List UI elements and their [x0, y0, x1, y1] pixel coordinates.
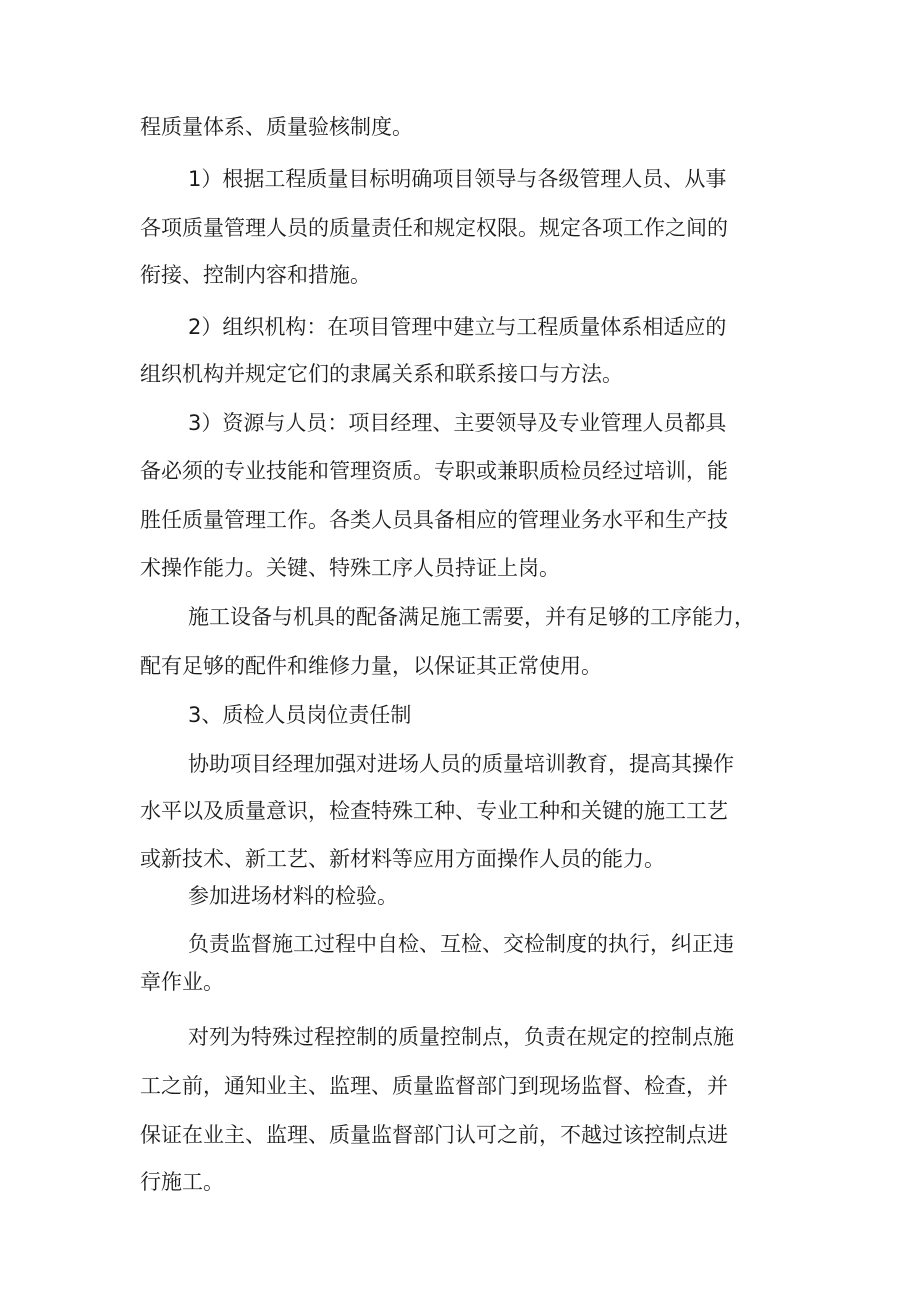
- text-line: 3）资源与人员：项目经理、主要领导及专业管理人员都具: [188, 411, 727, 435]
- text-line: 衔接、控制内容和措施。: [140, 263, 371, 287]
- text-line: 各项质量管理人员的质量责任和规定权限。规定各项工作之间的: [140, 216, 728, 240]
- text-line: 负责监督施工过程中自检、互检、交检制度的执行，纠正违: [188, 932, 734, 956]
- text-line: 2）组织机构：在项目管理中建立与工程质量体系相适应的: [188, 315, 727, 339]
- text-line: 水平以及质量意识，检查特殊工种、专业工种和关键的施工工艺: [140, 799, 728, 823]
- text-line: 胜任质量管理工作。各类人员具备相应的管理业务水平和生产技: [140, 508, 728, 532]
- text-line: 施工设备与机具的配备满足施工需要，并有足够的工序能力，: [188, 605, 755, 629]
- text-line: 程质量体系、质量验核制度。: [140, 115, 413, 139]
- text-line: 术操作能力。关键、特殊工序人员持证上岗。: [140, 556, 560, 580]
- text-line: 或新技术、新工艺、新材料等应用方面操作人员的能力。: [140, 847, 665, 871]
- text-line: 保证在业主、监理、质量监督部门认可之前，不越过该控制点进: [140, 1123, 728, 1147]
- section-heading: 3、质检人员岗位责任制: [188, 703, 412, 727]
- text-line: 对列为特殊过程控制的质量控制点，负责在规定的控制点施: [188, 1025, 734, 1049]
- text-line: 章作业。: [140, 970, 224, 994]
- text-line: 参加进场材料的检验。: [188, 884, 398, 908]
- text-line: 1）根据工程质量目标明确项目领导与各级管理人员、从事: [188, 167, 727, 191]
- text-line: 备必须的专业技能和管理资质。专职或兼职质检员经过培训，能: [140, 459, 728, 483]
- text-line: 协助项目经理加强对进场人员的质量培训教育，提高其操作: [188, 752, 734, 776]
- text-line: 行施工。: [140, 1170, 224, 1194]
- text-line: 配有足够的配件和维修力量，以保证其正常使用。: [140, 654, 602, 678]
- text-line: 工之前，通知业主、监理、质量监督部门到现场监督、检查，并: [140, 1074, 728, 1098]
- text-line: 组织机构并规定它们的隶属关系和联系接口与方法。: [140, 362, 623, 386]
